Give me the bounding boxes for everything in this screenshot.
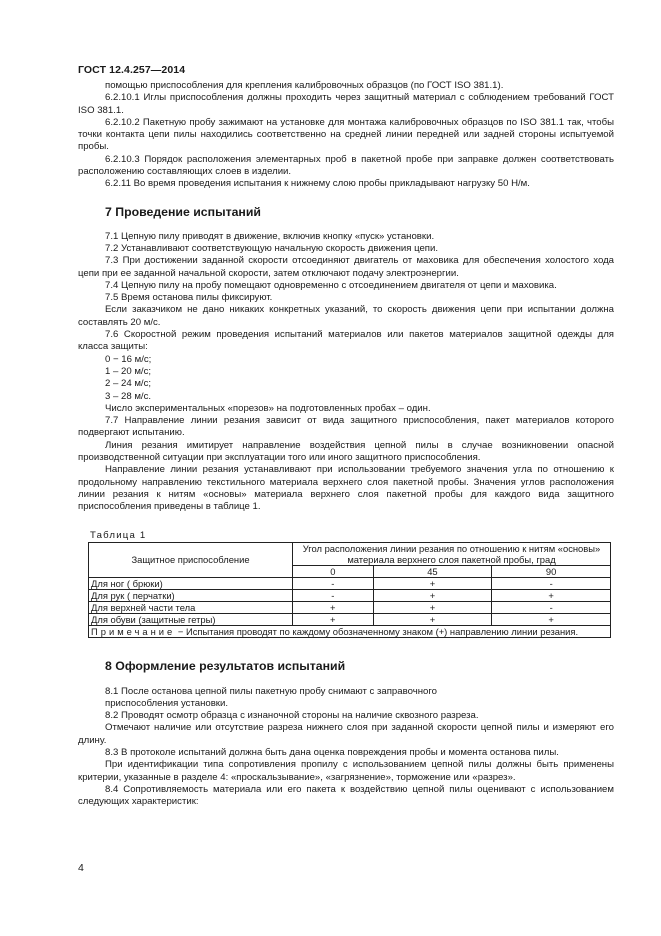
page-number: 4	[78, 862, 84, 874]
table-cell-device: Для ног ( брюки)	[89, 577, 293, 589]
section-heading: 7 Проведение испытаний	[105, 204, 261, 219]
table-cell: +	[293, 613, 374, 625]
table-cell: -	[492, 601, 611, 613]
list-item: 2 – 24 м/с;	[105, 378, 152, 390]
table-cell: +	[373, 601, 492, 613]
paragraph: Направление линии резания устанавливают при использовании требуемого значения угла по отношению к продольному направлению текстильного материала верхнего слоя пакетной пробы. Значения углов расположения линии резания к нитям «основы» материала верхнего слоя пакетной пробы для каждого вида защитного приспособления приведены в таблице 1.	[78, 464, 614, 513]
paragraph: 7.7 Направление линии резания зависит от вида защитного приспособления, пакет материалов которого подвергают испытанию.	[78, 415, 614, 439]
paragraph: 7.3 При достижении заданной скорости отсоединяют двигатель от маховика для обеспечения холостого хода цепи при ее заданной начальной скорости, затем отключают подачу электроэнергии.	[78, 255, 614, 279]
table-row	[89, 577, 611, 589]
table-cell-device: Для обуви (защитные гетры)	[89, 613, 293, 625]
table-cell: +	[373, 613, 492, 625]
table-note-label: Примечание	[91, 625, 176, 637]
table-cell-device: Для верхней части тела	[89, 601, 293, 613]
paragraph: Число экспериментальных «порезов» на подготовленных пробах – один.	[105, 402, 431, 414]
paragraph: 6.2.10.1 Иглы приспособления должны проходить через защитный материал с соблюдением требований ГОСТ ISO 381.1.	[78, 92, 614, 116]
table-header-device: Защитное приспособление	[89, 542, 293, 577]
table-cell: +	[293, 601, 374, 613]
table-header-angle-0: 0	[293, 565, 374, 577]
table-row	[89, 589, 611, 601]
table-caption: Таблица 1	[90, 529, 147, 541]
paragraph: 6.2.10.3 Порядок расположения элементарных проб в пакетной пробе при заправке должен соответствовать расположению составляющих слоев в изделии.	[78, 153, 614, 178]
table-cell: +	[373, 577, 492, 589]
list-item: 1 – 20 м/с;	[105, 365, 152, 377]
paragraph: 6.2.10.2 Пакетную пробу зажимают на установке для монтажа калибровочных образцов по ISO 381.1 так, чтобы точки контакта цепи пилы находились соответственно на средней линии передней или задней стороны испытуемой пробы.	[78, 116, 614, 153]
paragraph: 7.6 Скоростной режим проведения испытаний материалов или пакетов материалов защитной одежды для класса защиты:	[78, 329, 614, 353]
paragraph: 7.4 Цепную пилу на пробу помещают одновременно с отсоединением двигателя от цепи и маховика.	[105, 279, 557, 291]
table-cell: -	[293, 577, 374, 589]
paragraph: Если заказчиком не дано никаких конкретных указаний, то скорость движения цепи при испытании должна составлять 20 м/с.	[78, 304, 614, 328]
paragraph: 8.3 В протоколе испытаний должна быть дана оценка повреждения пробы и момента останова пилы.	[105, 746, 559, 758]
list-item: 0 − 16 м/с;	[105, 353, 152, 365]
table-note-text: − Испытания проводят по каждому обозначенному знаком (+) направлению линии резания.	[177, 625, 579, 637]
table-header-angle-90: 90	[492, 565, 611, 577]
paragraph: 8.2 Проводят осмотр образца с изнаночной стороны на наличие сквозного разреза.	[105, 710, 479, 722]
paragraph: приспособления установки.	[105, 697, 229, 709]
document-header: ГОСТ 12.4.257—2014	[78, 64, 186, 76]
paragraph: Линия резания имитирует направление воздействия цепной пилы в случае возникновении опасной производственной ситуации при эксплуатации того или иного защитного приспособления.	[78, 439, 614, 464]
paragraph: 7.1 Цепную пилу приводят в движение, включив кнопку «пуск» установки.	[105, 230, 435, 242]
section-heading: 8 Оформление результатов испытаний	[105, 658, 346, 673]
table-header-angle-45: 45	[373, 565, 492, 577]
table-cell: -	[293, 589, 374, 601]
paragraph: При идентификации типа сопротивления пропилу с использованием цепной пилы должны быть применены критерии, указанные в разделе 4: «проскальзывание», «загрязнение», торможение или «разрез».	[78, 759, 614, 783]
table-row	[89, 613, 611, 625]
paragraph: помощью приспособления для крепления калибровочных образцов (по ГОСТ ISO 381.1).	[105, 80, 504, 91]
table-cell: -	[492, 577, 611, 589]
paragraph: 6.2.11 Во время проведения испытания к нижнему слою пробы прикладывают нагрузку 50 Н/м.	[105, 178, 530, 190]
table-header-angle: Угол расположения линии резания по отношению к нитям «основы» материала верхнего слоя пакетной пробы, град	[293, 542, 611, 565]
table-cell: +	[492, 589, 611, 601]
list-item: 3 – 28 м/с.	[105, 390, 152, 402]
angles-table	[88, 542, 611, 638]
paragraph: 7.2 Устанавливают соответствующую начальную скорость движения цепи.	[105, 242, 439, 254]
paragraph: 8.4 Сопротивляемость материала или его пакета к воздействию цепной пилы оценивают с использованием следующих характеристик:	[78, 783, 614, 808]
table-cell: +	[492, 613, 611, 625]
table-note	[89, 625, 611, 637]
paragraph: 7.5 Время останова пилы фиксируют.	[105, 292, 273, 304]
paragraph: 8.1 После останова цепной пилы пакетную пробу снимают с заправочного	[105, 685, 437, 697]
table-cell-device: Для рук ( перчатки)	[89, 589, 293, 601]
table-cell: +	[373, 589, 492, 601]
document-body	[78, 80, 614, 808]
table-row	[89, 601, 611, 613]
paragraph: Отмечают наличие или отсутствие разреза нижнего слоя при заданной скорости цепной пилы и измеряют его длину.	[78, 722, 614, 746]
